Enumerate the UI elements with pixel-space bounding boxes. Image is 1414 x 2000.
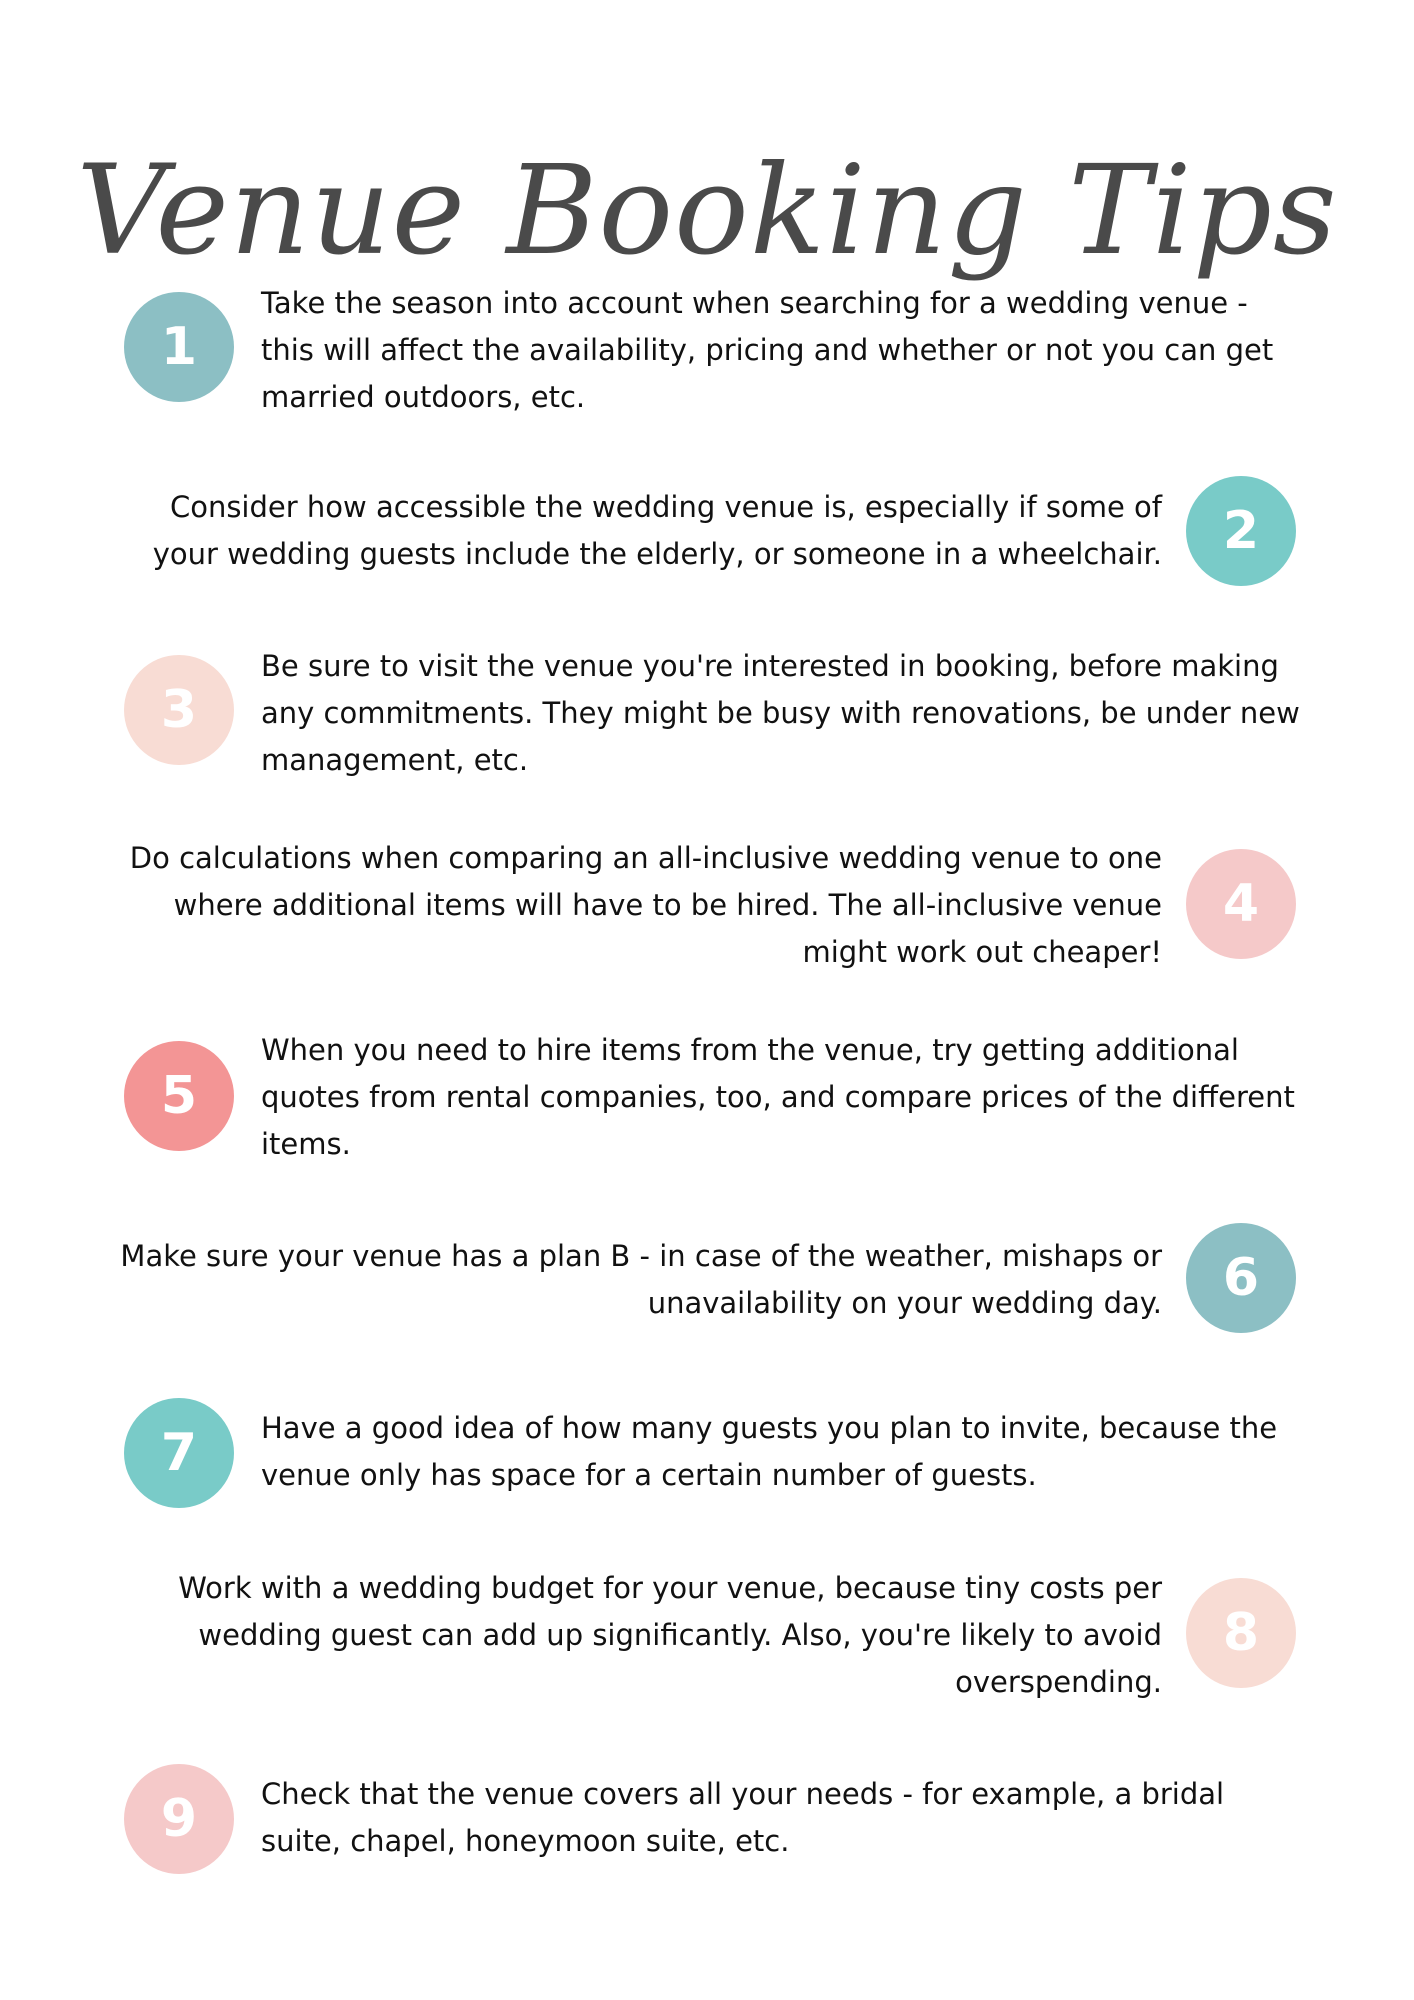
tip-text: Take the season into account when searching for a wedding venue - this will affect the availability, pricing and whether or not you can get married outdoors, etc. bbox=[261, 286, 1274, 414]
tip-number: 1 bbox=[160, 317, 198, 377]
tip-number: 9 bbox=[160, 1789, 198, 1849]
tip-text: Work with a wedding budget for your venue, because tiny costs per wedding guest can add up significantly. Also, you're likely to avoid overspending. bbox=[178, 1571, 1162, 1699]
tip-text: Be sure to visit the venue you're interested in booking, before making any commitments. They might be busy with renovations, be under new management, etc. bbox=[261, 649, 1300, 777]
tip-number-badge bbox=[124, 655, 234, 765]
tip-text: Consider how accessible the wedding venue is, especially if some of your wedding guests include the elderly, or someone in a wheelchair. bbox=[152, 490, 1162, 571]
tip-number: 7 bbox=[160, 1423, 198, 1483]
tip-number: 5 bbox=[160, 1066, 198, 1126]
tip-number-badge bbox=[1186, 849, 1296, 959]
tip-number: 3 bbox=[160, 680, 198, 740]
tip-number-badge bbox=[124, 1398, 234, 1508]
tip-text: Do calculations when comparing an all-inclusive wedding venue to one where additional items will have to be hired. The all-inclusive venue might work out cheaper! bbox=[129, 841, 1162, 969]
tip-text: Have a good idea of how many guests you plan to invite, because the venue only has space for a certain number of guests. bbox=[261, 1411, 1278, 1492]
tip-number-badge bbox=[1186, 1223, 1296, 1333]
tip-text: When you need to hire items from the venue, try getting additional quotes from rental companies, too, and compare prices of the different items. bbox=[261, 1033, 1295, 1161]
tip-number: 8 bbox=[1222, 1603, 1260, 1663]
tip-number-badge bbox=[124, 292, 234, 402]
tip-number-badge bbox=[1186, 476, 1296, 586]
tip-number-badge bbox=[124, 1041, 234, 1151]
tip-number: 4 bbox=[1222, 874, 1260, 934]
tip-text: Check that the venue covers all your needs - for example, a bridal suite, chapel, honeymoon suite, etc. bbox=[261, 1777, 1225, 1858]
page-title: Venue Booking Tips bbox=[76, 139, 1338, 284]
tip-text: Make sure your venue has a plan B - in case of the weather, mishaps or unavailability on your wedding day. bbox=[120, 1239, 1162, 1320]
tip-number: 6 bbox=[1222, 1248, 1260, 1308]
tip-number: 2 bbox=[1222, 501, 1260, 561]
tip-number-badge bbox=[124, 1764, 234, 1874]
tip-number-badge bbox=[1186, 1578, 1296, 1688]
